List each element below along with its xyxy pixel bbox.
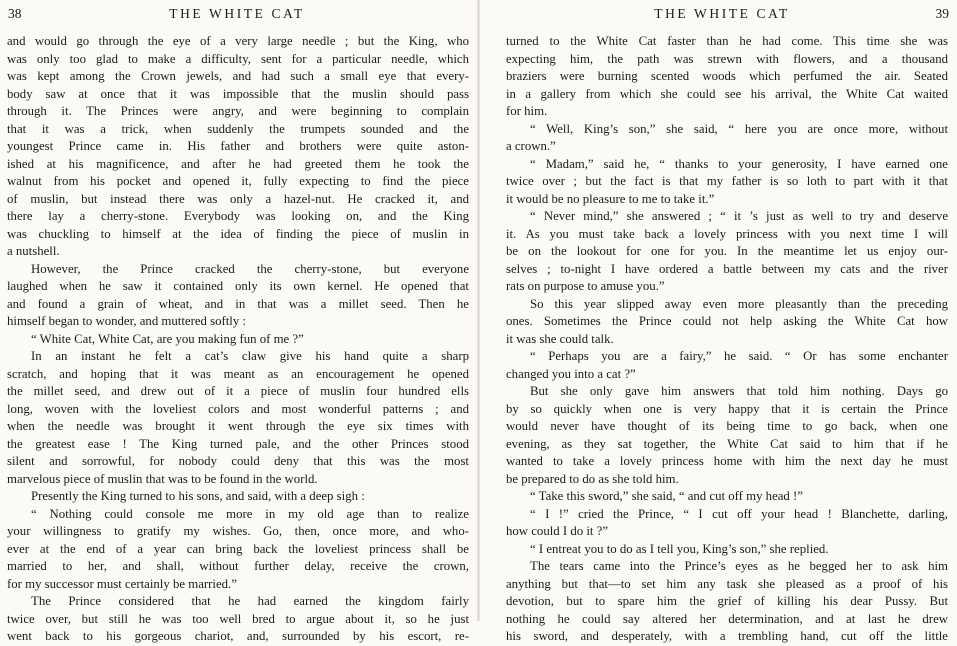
text-line: was chuckling to himself at the idea of finding the piece of muslin in — [7, 226, 469, 241]
text-line: married to her, and shall, without further delay, receive the crown, — [7, 559, 469, 573]
text-line: was only too glad to make a difficulty, sent for a particular needle, which — [7, 51, 469, 66]
text-line: “ I entreat you to do as I tell you, King’s son,” she replied. — [530, 541, 829, 556]
text-line: But she only gave him answers that told him nothing. Days go — [530, 384, 948, 398]
text-line: silent and sorrowful, for nobody could deny that this was the most — [7, 454, 469, 468]
running-head — [495, 6, 949, 24]
text-line: your willingness to gratify my wishes. Go, then, once more, and who- — [7, 524, 469, 538]
text-line: So this year slipped away even more pleasantly than the preceding — [530, 296, 948, 311]
text-line: changed you into a cat ?” — [506, 366, 636, 381]
text-line: In an instant he felt a cat’s claw give his hand quite a sharp — [31, 349, 469, 363]
running-title: THE WHITE CAT — [654, 6, 790, 21]
text-line: wanted to take a lovely princess home with him the next day he must — [506, 454, 948, 468]
text-line: braziers were burning scented woods which perfumed the air. Seated — [506, 69, 948, 83]
text-line: was kept among the Crown jewels, and had such a small eye that every- — [7, 69, 469, 83]
text-line: long, woven with the loveliest colors and most wonderful patterns ; and — [7, 401, 469, 416]
text-line: twice over, but still he was too well bred to argue about it, so he just — [7, 611, 469, 626]
text-line: the greatest ease ! The King turned pale, and the other Princes stood — [7, 436, 469, 451]
text-line: ished at his magnificence, and after he had greeted them he took the — [7, 156, 469, 171]
text-line: turned to the White Cat faster than he had come. This time she was — [506, 34, 948, 48]
text-line: selves ; to-night I have ordered a battle between my cats and the river — [506, 261, 948, 276]
text-line: the millet seed, and drew out of it a piece of muslin four hundred ells — [7, 384, 469, 398]
text-line: “ Never mind,” she answered ; “ it ’s just as well to try and deserve — [530, 209, 948, 223]
text-line: youngest Prince came in. His father and brothers were quite aston- — [7, 139, 469, 153]
text-line: evening, as they sat together, the White Cat said to him that if he — [506, 436, 948, 451]
text-line: marvelous piece of muslin that was to be found in the world. — [7, 471, 318, 486]
text-line: devotion, but to spare him the grief of killing his dear Pussy. But — [506, 594, 948, 608]
page-number: 38 — [8, 6, 22, 21]
text-line: ones. Sometimes the Prince could not help asking the White Cat how — [506, 314, 948, 328]
text-line: “ Take this sword,” she said, “ and cut off my head !” — [530, 489, 803, 503]
right-page — [479, 0, 957, 643]
text-line: be prepared to do as she told him. — [506, 471, 679, 486]
running-title: THE WHITE CAT — [169, 6, 305, 21]
text-line: expecting him, the path was strewn with flowers, and a thousand — [506, 51, 948, 66]
page-number: 39 — [935, 6, 949, 21]
text-line: Presently the King turned to his sons, and said, with a deep sigh : — [31, 489, 365, 503]
text-line: The Prince considered that he had earned the kingdom fairly — [31, 594, 469, 608]
text-line: body saw at once that it was impossible that the muslin should pass — [7, 86, 469, 101]
text-line: it. As you must take back a lovely princess with you next time I will — [506, 226, 948, 241]
text-line: “ Madam,” said he, “ thanks to your generosity, I have earned one — [530, 156, 948, 171]
text-line: nothing he could say altered her determination, and at last he drew — [506, 611, 948, 626]
text-line: for him. — [506, 104, 548, 118]
text-line: laughed when he saw it contained only its own kernel. He opened that — [7, 279, 469, 293]
text-line: The tears came into the Prince’s eyes as he begged her to ask him — [530, 559, 948, 573]
text-line: went back to his gorgeous chariot, and, surrounded by his escort, re- — [7, 629, 469, 643]
text-line: and would go through the eye of a very large needle ; but the King, who — [7, 34, 469, 48]
left-page — [0, 0, 478, 643]
text-line: walnut from his pocket and opened it, fully expecting to find the piece — [7, 174, 469, 188]
text-line: ever at the end of a year can bring back the loveliest princess shall be — [7, 541, 469, 556]
text-line: be on the lookout for one for you. In the meantime let us enjoy our- — [506, 244, 948, 258]
text-line: anything but that—to set him any task she pleased as a proof of his — [506, 576, 948, 591]
text-line: a crown.” — [506, 139, 556, 153]
text-line: “ White Cat, White Cat, are you making fun of me ?” — [31, 331, 304, 346]
text-line: would never have thought of its being time to go back, when one — [506, 419, 948, 433]
text-line: his sword, and desperately, with a trembling hand, cut off the little — [506, 629, 948, 643]
text-line: in a gallery from which she could see his arrival, the White Cat waited — [506, 86, 948, 101]
text-line: “ Nothing could console me more in my old age than to realize — [31, 506, 469, 521]
text-line: rats on purpose to amuse you.” — [506, 279, 665, 293]
text-line: by so quickly when one is very happy that it is certain the Prince — [506, 401, 948, 416]
text-line: and found a grain of wheat, and in that was a millet seed. Then he — [7, 296, 469, 311]
text-line: “ Well, King’s son,” she said, “ here you are once more, without — [530, 121, 948, 136]
text-line: “ I !” cried the Prince, “ I cut off your head ! Blanchette, darling, — [530, 506, 948, 521]
text-line: However, the Prince cracked the cherry-stone, but everyone — [31, 261, 469, 276]
text-line: that it was a trick, when suddenly the trumpets sounded and the — [7, 121, 469, 136]
text-line: scratch, and hoping that it was meant as an encouragement he opened — [7, 366, 469, 381]
text-line: of muslin, but instead there was only a hazel-nut. He cracked it, and — [7, 191, 469, 206]
text-line: how could I do it ?” — [506, 524, 608, 538]
page-body — [506, 33, 948, 646]
text-line: it was she could talk. — [506, 331, 614, 346]
text-line: “ Perhaps you are a fairy,” he said. “ Or has some enchanter — [530, 349, 948, 363]
running-head — [8, 6, 466, 24]
text-line: it would be no pleasure to me to take it.” — [506, 191, 715, 206]
text-line: twice over ; but the fact is that my father is so loth to part with it that — [506, 174, 948, 188]
text-line: through it. The Princes were angry, and were beginning to complain — [7, 104, 469, 118]
text-line: himself began to wonder, and muttered softly : — [7, 314, 247, 328]
text-line: a nutshell. — [7, 244, 60, 258]
text-line: there lay a cherry-stone. Everybody was looking on, and the King — [7, 209, 469, 223]
text-line: for my successor must certainly be married.” — [7, 576, 237, 591]
page-body — [7, 33, 469, 646]
text-line: when the needle was brought it went through the eye six times with — [7, 419, 469, 433]
